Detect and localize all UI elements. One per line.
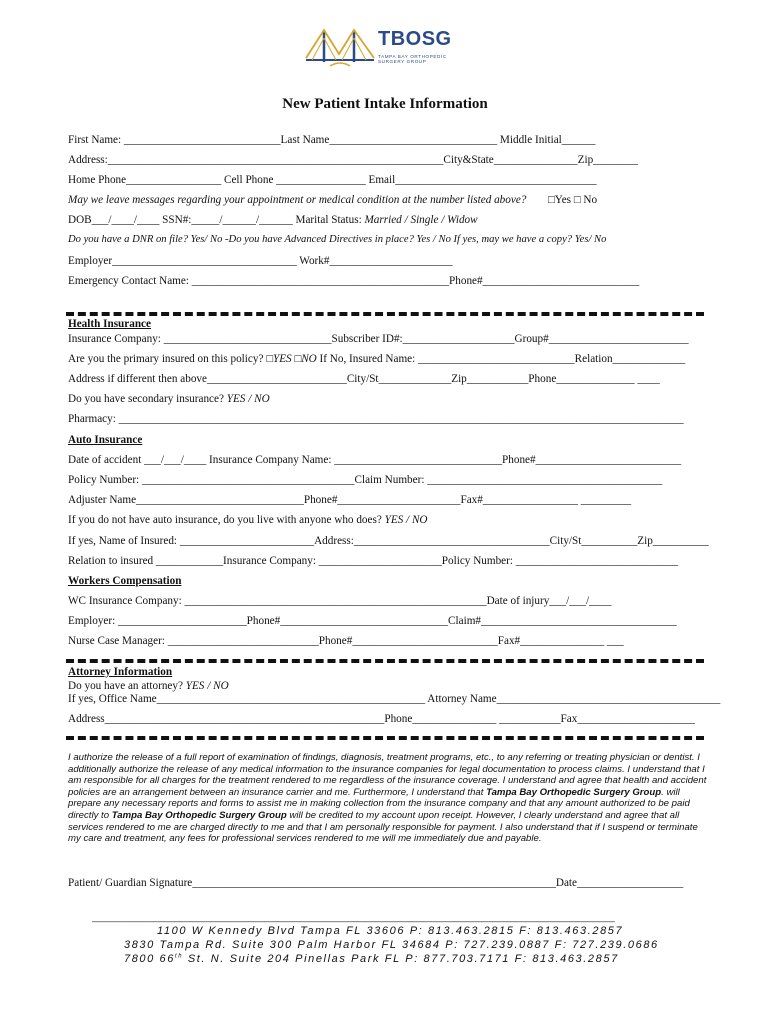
footer-address-text: St. N. Suite 204 Pinellas Park FL P: 877.703.7171 F: 813.463.2857 bbox=[183, 953, 619, 965]
dob-ssn-line[interactable] bbox=[68, 214, 478, 226]
primary-insured-text: Are you the primary insured on this policy? □ bbox=[68, 353, 273, 365]
yes-no-options[interactable]: YES / NO bbox=[185, 680, 229, 692]
section-divider bbox=[66, 736, 704, 740]
primary-insured-line[interactable] bbox=[68, 353, 685, 365]
yes-no-options[interactable]: YES / NO bbox=[384, 514, 428, 526]
footer-address-pinellas-park bbox=[124, 953, 619, 965]
leave-message-checkboxes[interactable]: □Yes □ No bbox=[548, 194, 598, 206]
attorney-heading: Attorney Information bbox=[68, 666, 173, 678]
authorization-text: . will prepare any necessary reports and forms to assist me in making collection from the insurance company and that any amount authorized to be paid directly to bbox=[68, 786, 690, 821]
pharmacy-line[interactable]: Pharmacy: _____________________________________________________________________________________________________ bbox=[68, 413, 684, 425]
workers-comp-heading: Workers Compensation bbox=[68, 575, 182, 587]
leave-message-question: May we leave messages regarding your appointment or medical condition at the number listed above? bbox=[68, 194, 527, 206]
logo-subtitle-line: SURGERY GROUP bbox=[378, 59, 427, 65]
employer-line[interactable]: Employer_________________________________ Work#______________________ bbox=[68, 255, 453, 267]
footer-address-text: 7800 66 bbox=[124, 953, 175, 965]
secondary-insurance-text: Do you have secondary insurance? bbox=[68, 393, 227, 405]
address-line[interactable]: Address:____________________________________________________________City&State_______________Zip________ bbox=[68, 154, 638, 166]
footer-address-tampa: 1100 W Kennedy Blvd Tampa FL 33606 P: 813.463.2815 F: 813.463.2857 bbox=[157, 925, 624, 937]
section-divider bbox=[66, 312, 704, 316]
policy-number-line[interactable]: Policy Number: ______________________________________Claim Number: __________________________________________ bbox=[68, 474, 663, 486]
attorney-question-line[interactable] bbox=[68, 680, 229, 692]
attorney-address-line[interactable]: Address__________________________________________________Phone_______________ ___________Fax_____________________ bbox=[68, 713, 695, 725]
bridge-logo-icon bbox=[304, 24, 376, 68]
signature-line[interactable]: Patient/ Guardian Signature_________________________________________________________________Date___________________ bbox=[68, 877, 684, 889]
insurance-company-line[interactable]: Insurance Company: ______________________________Subscriber ID#:____________________Group#_________________________ bbox=[68, 333, 689, 345]
nurse-case-manager-line[interactable]: Nurse Case Manager: ___________________________Phone#__________________________Fax#_______________ ___ bbox=[68, 635, 624, 647]
logo-subtitle bbox=[378, 54, 447, 65]
name-line[interactable]: First Name: ____________________________Last Name______________________________ Middle Initial______ bbox=[68, 134, 596, 146]
dnr-question: Do you have a DNR on file? Yes/ No -Do you have Advanced Directives in place? Yes / No If yes, may we have a copy? Yes/ No bbox=[68, 234, 607, 245]
checkbox-glyph[interactable]: □ bbox=[291, 353, 302, 365]
office-name-line[interactable]: If yes, Office Name________________________________________________ Attorney Name________________________________________ bbox=[68, 693, 721, 705]
wc-employer-line[interactable]: Employer: _______________________Phone#______________________________Claim#___________________________________ bbox=[68, 615, 677, 627]
no-auto-insurance-text: If you do not have auto insurance, do you live with anyone who does? bbox=[68, 514, 385, 526]
logo-subtitle-line: TAMPA BAY ORTHOPEDIC bbox=[378, 54, 447, 59]
insured-name-text[interactable]: If No, Insured Name: ____________________________Relation_____________ bbox=[316, 353, 686, 365]
authorization-text: will be credited to my account upon receipt. However, I clearly understand and agree that all services rendered to me are charged directly to me and that I am personally responsible for payment. I also understand that if I suspend or terminate my care and treatment, any fees for professional services rendered to me will me immediately due and payable. bbox=[68, 809, 698, 845]
yes-no-options[interactable]: YES / NO bbox=[226, 393, 270, 405]
attorney-question-text: Do you have an attorney? bbox=[68, 680, 186, 692]
dob-ssn-text: DOB___/____/____ SSN#:_____/______/______ Marital Status: bbox=[68, 214, 365, 226]
marital-status-options[interactable]: Married / Single / Widow bbox=[364, 214, 478, 226]
emergency-contact-line[interactable]: Emergency Contact Name: ______________________________________________Phone#____________________________ bbox=[68, 275, 640, 287]
secondary-insurance-line[interactable] bbox=[68, 393, 270, 405]
no-auto-insurance-line[interactable] bbox=[68, 514, 428, 526]
phone-line[interactable]: Home Phone_________________ Cell Phone ________________ Email____________________________________ bbox=[68, 174, 597, 186]
footer-address-palm-harbor: 3830 Tampa Rd. Suite 300 Palm Harbor FL 34684 P: 727.239.0887 F: 727.239.0686 bbox=[124, 939, 659, 951]
logo-text: TBOSG bbox=[378, 28, 452, 50]
adjuster-line[interactable]: Adjuster Name______________________________Phone#______________________Fax#_________________ _________ bbox=[68, 494, 632, 506]
footer-superscript: th bbox=[174, 953, 184, 960]
authorization-text: I authorize the release of a full report of examination of findings, diagnosis, treatment programs, etc., to any referring or treating physician or dentist. I additionally authorize the release of any medical information to the insurance companies for legal documentation to process claims. I understand that I am responsible for all charges for the treatment rendered to me regardless of the insurance coverage. I understand and agree that health and accident policies are an arrangement between an insurance carrier and me. Furthermore, I understand that bbox=[68, 752, 707, 798]
no-option[interactable]: NO bbox=[301, 353, 317, 365]
page-title: New Patient Intake Information bbox=[282, 96, 488, 112]
accident-line[interactable]: Date of accident ___/___/____ Insurance Company Name: ______________________________Phone#__________________________ bbox=[68, 454, 682, 466]
insured-name-line[interactable]: If yes, Name of Insured: ________________________Address:___________________________________City/St__________Zip__________ bbox=[68, 535, 709, 547]
wc-insurance-line[interactable]: WC Insurance Company: ______________________________________________________Date of injury___/___/____ bbox=[68, 595, 612, 607]
health-insurance-heading: Health Insurance bbox=[68, 318, 151, 330]
practice-name: Tampa Bay Orthopedic Surgery Group bbox=[111, 809, 287, 821]
footer-rule: ______________________________________________________________________________________________ bbox=[92, 912, 615, 923]
section-divider bbox=[66, 659, 704, 663]
auto-insurance-heading: Auto Insurance bbox=[68, 434, 143, 446]
relation-line[interactable]: Relation to insured ____________Insurance Company: ______________________Policy Number: _____________________________ bbox=[68, 555, 678, 567]
alt-address-line[interactable]: Address if different then above_________________________City/St_____________Zip___________Phone______________ ____ bbox=[68, 373, 660, 385]
practice-name: Tampa Bay Orthopedic Surgery Group bbox=[486, 786, 662, 798]
authorization-paragraph bbox=[68, 752, 708, 845]
yes-option[interactable]: YES bbox=[272, 353, 292, 365]
